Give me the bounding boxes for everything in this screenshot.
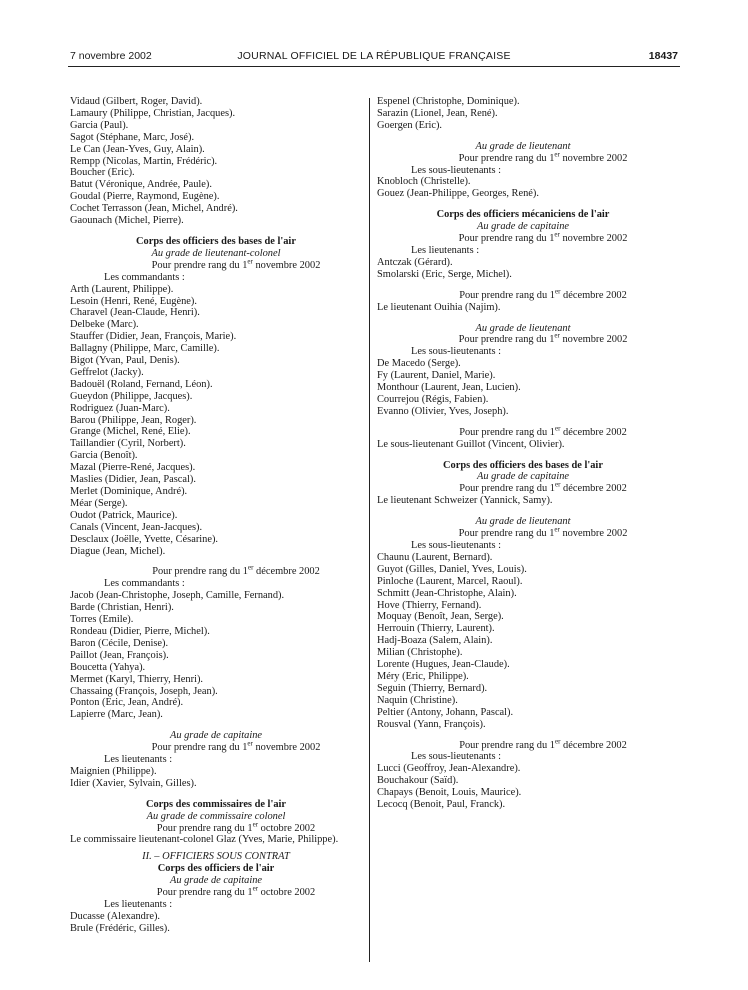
person-entry: Antczak (Gérard).: [377, 256, 453, 268]
rank-group-label: Les lieutenants :: [104, 899, 173, 910]
grade-heading: Au grade de capitaine: [476, 221, 570, 233]
person-entry: Sagot (Stéphane, Marc, José).: [70, 131, 195, 143]
person-entry: Rodriguez (Juan-Marc).: [70, 402, 170, 414]
person-entry: Le Can (Jean-Yves, Guy, Alain).: [70, 143, 205, 155]
person-entry: Evanno (Olivier, Yves, Joseph).: [377, 405, 509, 417]
person-entry: Le lieutenant Ouihia (Najim).: [377, 301, 501, 313]
ordinal-suffix: er: [252, 820, 259, 829]
ordinal-suffix: er: [554, 525, 560, 534]
person-entry: Garcia (Benoît).: [70, 450, 138, 462]
person-entry: Hadj-Boaza (Salem, Alain).: [377, 635, 493, 647]
person-entry: Torres (Emile).: [70, 614, 134, 626]
person-entry: Fy (Laurent, Daniel, Marie).: [377, 370, 496, 382]
rang-date: décembre 2002: [560, 426, 627, 438]
spacer: [70, 227, 362, 236]
person-entry: Le lieutenant Schweizer (Yannick, Samy).: [377, 495, 553, 507]
person-entry: Pinloche (Laurent, Marcel, Raoul).: [377, 575, 523, 587]
ordinal-suffix: er: [555, 480, 561, 489]
effective-date-line: [377, 480, 669, 495]
rang-text: Pour prendre rang du 1: [458, 152, 555, 164]
corps-heading: Corps des commissaires de l'air: [145, 798, 287, 810]
person-entry: Herrouin (Thierry, Laurent).: [377, 623, 495, 635]
person-entry: Delbeke (Marc).: [70, 319, 139, 331]
rang-text: Pour prendre rang du 1: [459, 426, 555, 438]
person-entry: Lapierre (Marc, Jean).: [70, 709, 163, 721]
grade-heading: Au grade de lieutenant: [475, 322, 571, 334]
person-entry: Naquin (Christine).: [377, 694, 458, 706]
rang-date: décembre 2002: [560, 739, 627, 751]
person-entry: Ballagny (Philippe, Marc, Camille).: [70, 343, 220, 355]
person-entry: Rousval (Yann, François).: [377, 718, 486, 730]
person-entry: Jacob (Jean-Christophe, Joseph, Camille, Fernand).: [70, 590, 285, 602]
header-divider: [68, 66, 680, 67]
effective-date-line: [377, 331, 669, 346]
rang-date: novembre 2002: [559, 152, 628, 164]
effective-date-line: [377, 287, 669, 302]
spacer: [377, 314, 669, 323]
person-entry: Arth (Laurent, Philippe).: [70, 283, 174, 295]
person-entry: Mermet (Karyl, Thierry, Henri).: [70, 673, 204, 685]
person-entry: Baron (Cécile, Denise).: [70, 637, 169, 649]
person-entry: Bouchakour (Saïd).: [377, 775, 459, 787]
rang-text: Pour prendre rang du 1: [151, 259, 248, 271]
person-entry: Mazal (Pierre-René, Jacques).: [70, 462, 196, 474]
rang-date: octobre 2002: [258, 887, 316, 899]
header-page-number: 18437: [648, 50, 678, 62]
rang-text: Pour prendre rang du 1: [156, 887, 253, 899]
effective-date-line: [377, 525, 669, 540]
person-entry: Bigot (Yvan, Paul, Denis).: [70, 355, 180, 367]
rang-date: novembre 2002: [559, 528, 628, 540]
rang-date: novembre 2002: [559, 334, 628, 346]
person-entry: Taillandier (Cyril, Norbert).: [70, 438, 186, 450]
person-entry: Schmitt (Jean-Christophe, Alain).: [377, 587, 517, 599]
spacer: [70, 721, 362, 730]
person-entry: Lamaury (Philippe, Christian, Jacques).: [70, 107, 236, 119]
person-entry: Vidaud (Gilbert, Roger, David).: [70, 96, 203, 107]
person-entry: Lorente (Hugues, Jean-Claude).: [377, 659, 510, 671]
person-entry: Courrejou (Régis, Fabien).: [377, 393, 489, 405]
person-entry: Peltier (Antony, Johann, Pascal).: [377, 706, 514, 718]
person-entry: Batut (Véronique, Andrée, Paule).: [70, 179, 212, 191]
grade-heading: Au grade de lieutenant: [475, 516, 571, 528]
header-date: 7 novembre 2002: [70, 50, 152, 62]
effective-date-line: [377, 424, 669, 439]
person-entry: Le sous-lieutenant Guillot (Vincent, Olivier).: [377, 438, 565, 450]
person-entry: Garcia (Paul).: [70, 119, 129, 131]
person-entry: Gueydon (Philippe, Jacques).: [70, 390, 193, 402]
person-entry: Diague (Jean, Michel).: [70, 545, 166, 557]
rank-group-label: Les sous-lieutenants :: [411, 751, 502, 763]
ordinal-suffix: er: [555, 424, 561, 433]
rank-group-label: Les sous-lieutenants :: [411, 346, 502, 358]
effective-date-line: [70, 563, 362, 578]
person-entry: Espenel (Christophe, Dominique).: [377, 96, 520, 107]
person-entry: Desclaux (Joëlle, Yvette, Césarine).: [70, 533, 219, 545]
person-entry: Ponton (Eric, Jean, André).: [70, 697, 184, 709]
person-entry: Maslies (Didier, Jean, Pascal).: [70, 474, 196, 486]
person-entry: Badouël (Roland, Fernand, Léon).: [70, 378, 213, 390]
header-journal-title: JOURNAL OFFICIEL DE LA RÉPUBLIQUE FRANÇAISE: [237, 50, 511, 62]
person-entry: Seguin (Thierry, Bernard).: [377, 682, 488, 694]
effective-date-line: [70, 884, 362, 899]
rang-date: novembre 2002: [559, 233, 628, 245]
person-entry: Goergen (Eric).: [377, 119, 443, 131]
effective-date-line: [70, 739, 362, 754]
spacer: [377, 200, 669, 209]
rank-group-label: Les sous-lieutenants :: [411, 164, 502, 176]
rank-group-label: Les commandants :: [104, 578, 185, 590]
person-entry: Rempp (Nicolas, Martin, Frédéric).: [70, 155, 218, 167]
rang-text: Pour prendre rang du 1: [459, 739, 555, 751]
person-entry: Chaunu (Laurent, Bernard).: [377, 551, 493, 563]
corps-heading: Corps des officiers de l'air: [157, 863, 275, 875]
person-entry: Chapays (Benoit, Louis, Maurice).: [377, 787, 522, 799]
person-entry: Brule (Frédéric, Gilles).: [70, 922, 170, 934]
rang-text: Pour prendre rang du 1: [156, 822, 253, 834]
effective-date-line: [377, 230, 669, 245]
ordinal-suffix: er: [554, 331, 560, 340]
rang-date: décembre 2002: [253, 566, 320, 578]
spacer: [377, 281, 669, 290]
person-entry: Canals (Vincent, Jean-Jacques).: [70, 521, 203, 533]
rang-text: Pour prendre rang du 1: [459, 289, 555, 301]
person-entry: Merlet (Dominique, André).: [70, 486, 188, 497]
grade-heading: Au grade de capitaine: [476, 471, 570, 483]
corps-heading: Corps des officiers des bases de l'air: [136, 235, 296, 247]
spacer: [377, 451, 669, 460]
grade-heading: Au grade de capitaine: [169, 875, 263, 887]
person-entry: Geffrelot (Jacky).: [70, 366, 144, 378]
person-entry: Lucci (Geoffroy, Jean-Alexandre).: [377, 763, 521, 775]
rang-date: novembre 2002: [252, 259, 321, 271]
person-entry: Stauffer (Didier, Jean, François, Marie).: [70, 331, 237, 343]
ordinal-suffix: er: [247, 257, 253, 266]
spacer: [377, 132, 669, 141]
rang-date: octobre 2002: [258, 822, 316, 834]
section-heading: II. – OFFICIERS SOUS CONTRAT: [142, 851, 290, 863]
person-entry: Paillot (Jean, François).: [70, 649, 169, 661]
ordinal-suffix: er: [554, 150, 560, 159]
person-entry: Le commissaire lieutenant-colonel Glaz (Yves, Marie, Philippe).: [70, 834, 339, 846]
person-entry: Lecocq (Benoit, Paul, Franck).: [377, 799, 506, 811]
rang-text: Pour prendre rang du 1: [459, 483, 555, 495]
corps-heading: Corps des officiers des bases de l'air: [443, 459, 603, 471]
person-entry: Barde (Christian, Henri).: [70, 602, 174, 614]
person-entry: Charavel (Jean-Claude, Henri).: [70, 307, 200, 319]
person-entry: Méry (Eric, Philippe).: [377, 670, 469, 682]
person-entry: De Macedo (Serge).: [377, 358, 461, 370]
rang-date: décembre 2002: [560, 483, 627, 495]
rang-text: Pour prendre rang du 1: [151, 742, 248, 754]
grade-heading: Au grade de commissaire colonel: [146, 810, 286, 822]
rank-group-label: Les lieutenants :: [104, 754, 173, 766]
effective-date-line: [70, 257, 362, 272]
person-entry: Knobloch (Christelle).: [377, 176, 471, 188]
person-entry: Maignien (Philippe).: [70, 765, 157, 777]
effective-date-line: [377, 737, 669, 752]
person-entry: Cochet Terrasson (Jean, Michel, André).: [70, 203, 238, 215]
person-entry: Goudal (Pierre, Raymond, Eugène).: [70, 191, 220, 203]
column-divider: [369, 98, 370, 962]
person-entry: Rondeau (Didier, Pierre, Michel).: [70, 625, 210, 637]
person-entry: Guyot (Gilles, Daniel, Yves, Louis).: [377, 563, 527, 575]
corps-heading: Corps des officiers mécaniciens de l'air: [436, 209, 610, 221]
person-entry: Gouez (Jean-Philippe, Georges, René).: [377, 188, 539, 200]
grade-heading: Au grade de lieutenant: [475, 140, 571, 152]
person-entry: Moquay (Benoît, Jean, Serge).: [377, 611, 504, 623]
effective-date-line: [70, 820, 362, 835]
rang-date: novembre 2002: [252, 742, 321, 754]
effective-date-line: [377, 150, 669, 165]
ordinal-suffix: er: [555, 737, 561, 746]
grade-heading: Au grade de lieutenant-colonel: [151, 247, 281, 259]
person-entry: Grange (Michel, René, Elie).: [70, 426, 191, 438]
rang-text: Pour prendre rang du 1: [458, 233, 555, 245]
person-entry: Méar (Serge).: [70, 497, 128, 509]
grade-heading: Au grade de capitaine: [169, 730, 263, 742]
person-entry: Sarazin (Lionel, Jean, René).: [377, 107, 498, 119]
spacer: [377, 507, 669, 516]
ordinal-suffix: er: [554, 230, 560, 239]
rang-date: décembre 2002: [560, 289, 627, 301]
ordinal-suffix: er: [555, 287, 561, 296]
left-column: [70, 96, 362, 935]
rank-group-label: Les sous-lieutenants :: [411, 540, 502, 551]
rang-text: Pour prendre rang du 1: [152, 566, 248, 578]
rang-text: Pour prendre rang du 1: [458, 334, 555, 346]
person-entry: Hove (Thierry, Fernand).: [377, 599, 482, 611]
person-entry: Oudot (Patrick, Maurice).: [70, 509, 178, 521]
person-entry: Milian (Christophe).: [377, 647, 463, 659]
rang-text: Pour prendre rang du 1: [458, 528, 555, 540]
rank-group-label: Les commandants :: [104, 271, 185, 283]
person-entry: Barou (Philippe, Jean, Roger).: [70, 414, 197, 426]
person-entry: Idier (Xavier, Sylvain, Gilles).: [70, 777, 197, 789]
person-entry: Lesoin (Henri, René, Eugène).: [70, 295, 197, 307]
right-column: [377, 96, 669, 811]
person-entry: Monthour (Laurent, Jean, Lucien).: [377, 382, 521, 394]
person-entry: Smolarski (Eric, Serge, Michel).: [377, 268, 512, 280]
spacer: [70, 790, 362, 799]
person-entry: Boucetta (Yahya).: [70, 661, 146, 673]
ordinal-suffix: er: [247, 739, 253, 748]
ordinal-suffix: er: [248, 563, 254, 572]
person-entry: Boucher (Eric).: [70, 167, 135, 179]
ordinal-suffix: er: [252, 884, 259, 893]
person-entry: Ducasse (Alexandre).: [70, 910, 161, 922]
rank-group-label: Les lieutenants :: [411, 244, 480, 256]
person-entry: Gaounach (Michel, Pierre).: [70, 215, 184, 227]
spacer: [377, 731, 669, 740]
spacer: [377, 418, 669, 427]
person-entry: Chassaing (François, Joseph, Jean).: [70, 685, 218, 697]
